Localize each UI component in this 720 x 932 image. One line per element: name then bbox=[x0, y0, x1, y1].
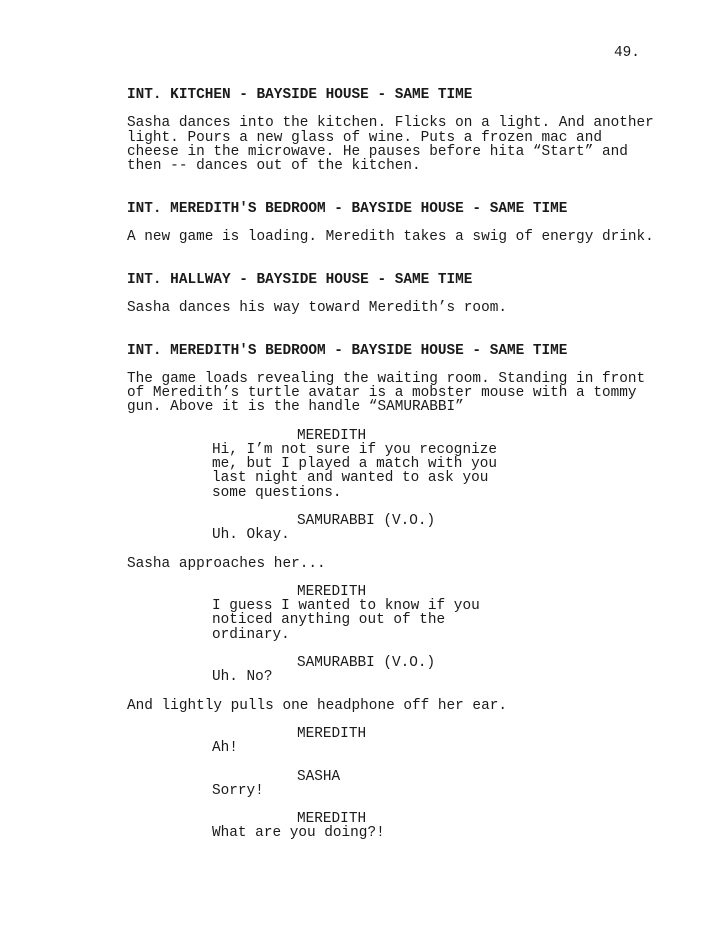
character-name: SAMURABBI (V.O.) bbox=[297, 512, 436, 529]
character-name: MEREDITH bbox=[297, 583, 367, 600]
screenplay-body bbox=[127, 88, 667, 841]
dialogue-line: What are you doing?! bbox=[212, 825, 385, 842]
dialogue-line: Sorry! bbox=[212, 782, 264, 799]
scene-heading: INT. MEREDITH'S BEDROOM - BAYSIDE HOUSE - SAME TIME bbox=[127, 342, 568, 359]
action-line: Sasha approaches her... bbox=[127, 555, 326, 572]
scene-heading: INT. KITCHEN - BAYSIDE HOUSE - SAME TIME bbox=[127, 87, 473, 103]
action-line: Sasha dances into the kitchen. Flicks on a light. And another light. Pours a new glass of wine. Puts a frozen mac and cheese in the microwave. He pauses before hita “Start” and then -- dances out of the kitchen. bbox=[127, 115, 654, 174]
action-line: And lightly pulls one headphone off her ear. bbox=[127, 697, 507, 714]
dialogue-line: Uh. No? bbox=[212, 669, 273, 686]
scene-heading: INT. MEREDITH'S BEDROOM - BAYSIDE HOUSE - SAME TIME bbox=[127, 200, 568, 217]
character-name: MEREDITH bbox=[297, 725, 367, 742]
action-line: The game loads revealing the waiting room. Standing in front of Meredith’s turtle avatar is a mobster mouse with a tommy gun. Above it is the handle “SAMURABBI” bbox=[127, 370, 646, 416]
character-name: SAMURABBI (V.O.) bbox=[297, 654, 436, 671]
dialogue-line: I guess I wanted to know if you noticed anything out of the ordinary. bbox=[212, 598, 480, 643]
character-name: MEREDITH bbox=[297, 427, 367, 444]
scene-heading: INT. HALLWAY - BAYSIDE HOUSE - SAME TIME bbox=[127, 271, 473, 288]
character-name: SASHA bbox=[297, 768, 341, 785]
page-number: 49. bbox=[614, 45, 640, 61]
action-line: Sasha dances his way toward Meredith’s room. bbox=[127, 299, 507, 316]
action-line: A new game is loading. Meredith takes a swig of energy drink. bbox=[127, 228, 654, 245]
dialogue-line: Uh. Okay. bbox=[212, 527, 290, 544]
character-name: MEREDITH bbox=[297, 811, 367, 828]
dialogue-line: Ah! bbox=[212, 740, 238, 757]
dialogue-line: Hi, I’m not sure if you recognize me, but I played a match with you last night and wanted to ask you some questions. bbox=[212, 441, 497, 501]
